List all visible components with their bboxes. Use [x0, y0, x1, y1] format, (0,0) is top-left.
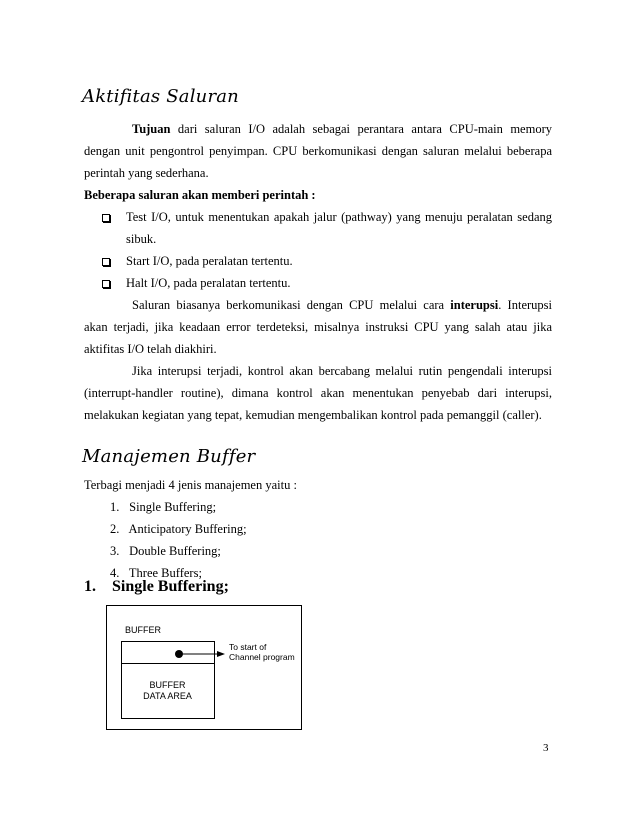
section-heading-single-buffering: [84, 578, 229, 596]
arrow-caption-line1: To start of: [229, 642, 267, 652]
list-item: [110, 496, 247, 518]
list-item: [110, 518, 247, 540]
commands-heading-text: Beberapa saluran akan memberi perintah :: [84, 188, 316, 202]
paragraph-tujuan: [84, 118, 552, 184]
data-area-line1: BUFFER: [149, 680, 186, 690]
command-bullet-list: [100, 206, 552, 294]
commands-heading: [84, 184, 552, 206]
checkbox-bullet-icon: [102, 214, 110, 222]
list-text: Double Buffering;: [129, 544, 221, 558]
page-number: 3: [543, 742, 549, 754]
section-title-manajemen-buffer: Manajemen Buffer: [82, 446, 256, 467]
bullet-item-test-io: [100, 206, 552, 250]
bullet-item-halt-io: [100, 272, 552, 294]
checkbox-bullet-icon: [102, 258, 110, 266]
buffer-label: BUFFER: [125, 625, 161, 635]
section-number: 1.: [84, 578, 96, 595]
arrow-caption: [229, 642, 295, 662]
single-buffering-diagram: [106, 605, 302, 730]
pointer-arrow-icon: [107, 606, 301, 729]
list-number: 1.: [110, 500, 120, 514]
bold-tujuan: Tujuan: [132, 122, 171, 136]
buffer-intro: Terbagi menjadi 4 jenis manajemen yaitu :: [84, 478, 297, 492]
checkbox-bullet-icon: [102, 280, 110, 288]
list-number: 3.: [110, 544, 120, 558]
arrow-caption-line2: Channel program: [229, 652, 295, 662]
list-item: [110, 540, 247, 562]
bullet-text: Halt I/O, pada peralatan tertentu.: [126, 276, 291, 290]
section-title-aktifitas-saluran: Aktifitas Saluran: [82, 86, 239, 107]
paragraph-interupsi: [84, 294, 552, 360]
buffer-types-list: [110, 496, 247, 584]
list-text: Single Buffering;: [129, 500, 217, 514]
section-heading-text: Single Buffering;: [112, 578, 229, 595]
paragraph-tujuan-text: dari saluran I/O adalah sebagai perantara antara CPU-main memory dengan unit pengontrol penyimpan. CPU berkomunikasi dengan saluran melalui beberapa perintah yang sederhana.: [84, 122, 552, 180]
bullet-item-start-io: [100, 250, 552, 272]
bullet-text: Test I/O, untuk menentukan apakah jalur (pathway) yang menuju peralatan sedang sibuk.: [126, 210, 552, 246]
paragraph-interrupt-handler-text: Jika interupsi terjadi, kontrol akan bercabang melalui rutin pengendali interupsi (interrupt-handler routine), dimana kontrol akan menentukan penyebab dari interupsi, melakukan kegiatan yang tepat, kemudian mengembalikan kontrol pada pemanggil (caller).: [84, 364, 552, 422]
list-number: 4.: [110, 566, 120, 580]
bullet-text: Start I/O, pada peralatan tertentu.: [126, 254, 293, 268]
list-number: 2.: [110, 522, 120, 536]
paragraph-interupsi-text-a: Saluran biasanya berkomunikasi dengan CPU melalui cara: [132, 298, 451, 312]
paragraph-interupsi-text-b: . Interupsi akan terjadi, jika keadaan error terdeteksi, misalnya instruksi CPU yang salah atau jika aktifitas I/O telah diakhiri.: [84, 298, 552, 356]
list-text: Anticipatory Buffering;: [128, 522, 247, 536]
list-text: Three Buffers;: [128, 566, 202, 580]
bold-interupsi: interupsi: [450, 298, 499, 312]
data-area-line2: DATA AREA: [143, 691, 192, 701]
paragraph-interrupt-handler: [84, 360, 552, 426]
